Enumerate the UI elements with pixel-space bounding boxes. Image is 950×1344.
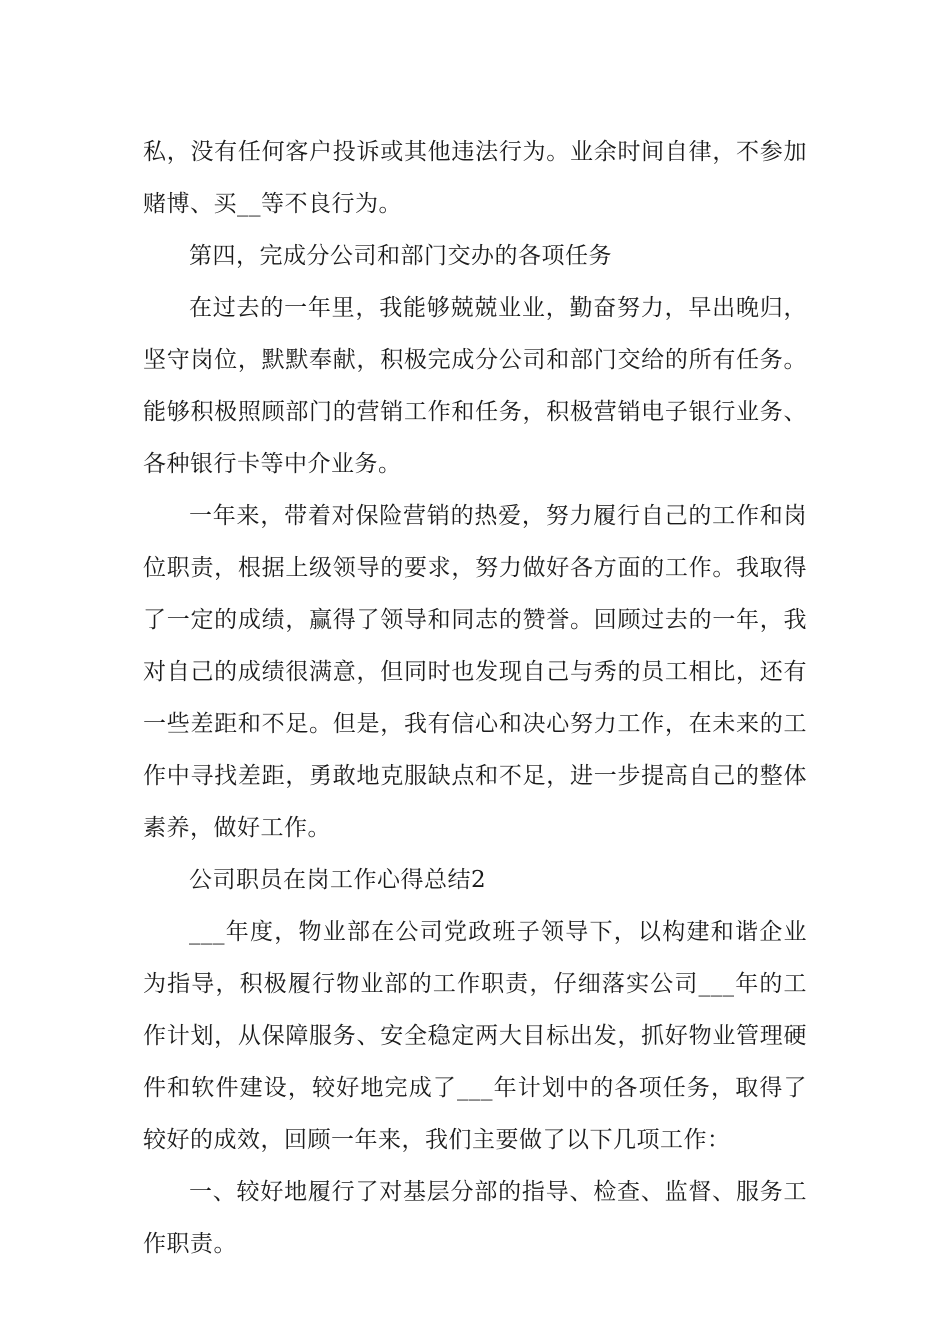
document-body xyxy=(143,126,807,1270)
paragraph-4: 一年来，带着对保险营销的热爱，努力履行自己的工作和岗位职责，根据上级领导的要求，努力做好各方面的工作。我取得了一定的成绩，赢得了领导和同志的赞誉。回顾过去的一年，我对自己的成绩很满意，但同时也发现自己与秀的员工相比，还有一些差距和不足。但是，我有信心和决心努力工作，在未来的工作中寻找差距，勇敢地克服缺点和不足，进一步提高自己的整体素养，做好工作。 xyxy=(143,503,807,841)
paragraph-6: ___年度，物业部在公司党政班子领导下，以构建和谐企业为指导，积极履行物业部的工作职责，仔细落实公司___年的工作计划，从保障服务、安全稳定两大目标出发，抓好物业管理硬件和软件建设，较好地完成了___年计划中的各项任务，取得了较好的成效，回顾一年来，我们主要做了以下几项工作： xyxy=(143,919,807,1153)
paragraph-3: 在过去的一年里，我能够兢兢业业，勤奋努力，早出晚归，坚守岗位，默默奉献，积极完成分公司和部门交给的所有任务。能够积极照顾部门的营销工作和任务，积极营销电子银行业务、各种银行卡等中介业务。 xyxy=(143,295,807,477)
paragraph-1: 私，没有任何客户投诉或其他违法行为。业余时间自律，不参加赌博、买__等不良行为。 xyxy=(143,139,807,217)
section-title: 公司职员在岗工作心得总结2 xyxy=(189,867,487,893)
paragraph-2-heading: 第四，完成分公司和部门交办的各项任务 xyxy=(189,243,612,269)
paragraph-7: 一、较好地履行了对基层分部的指导、检查、监督、服务工作职责。 xyxy=(143,1179,807,1257)
